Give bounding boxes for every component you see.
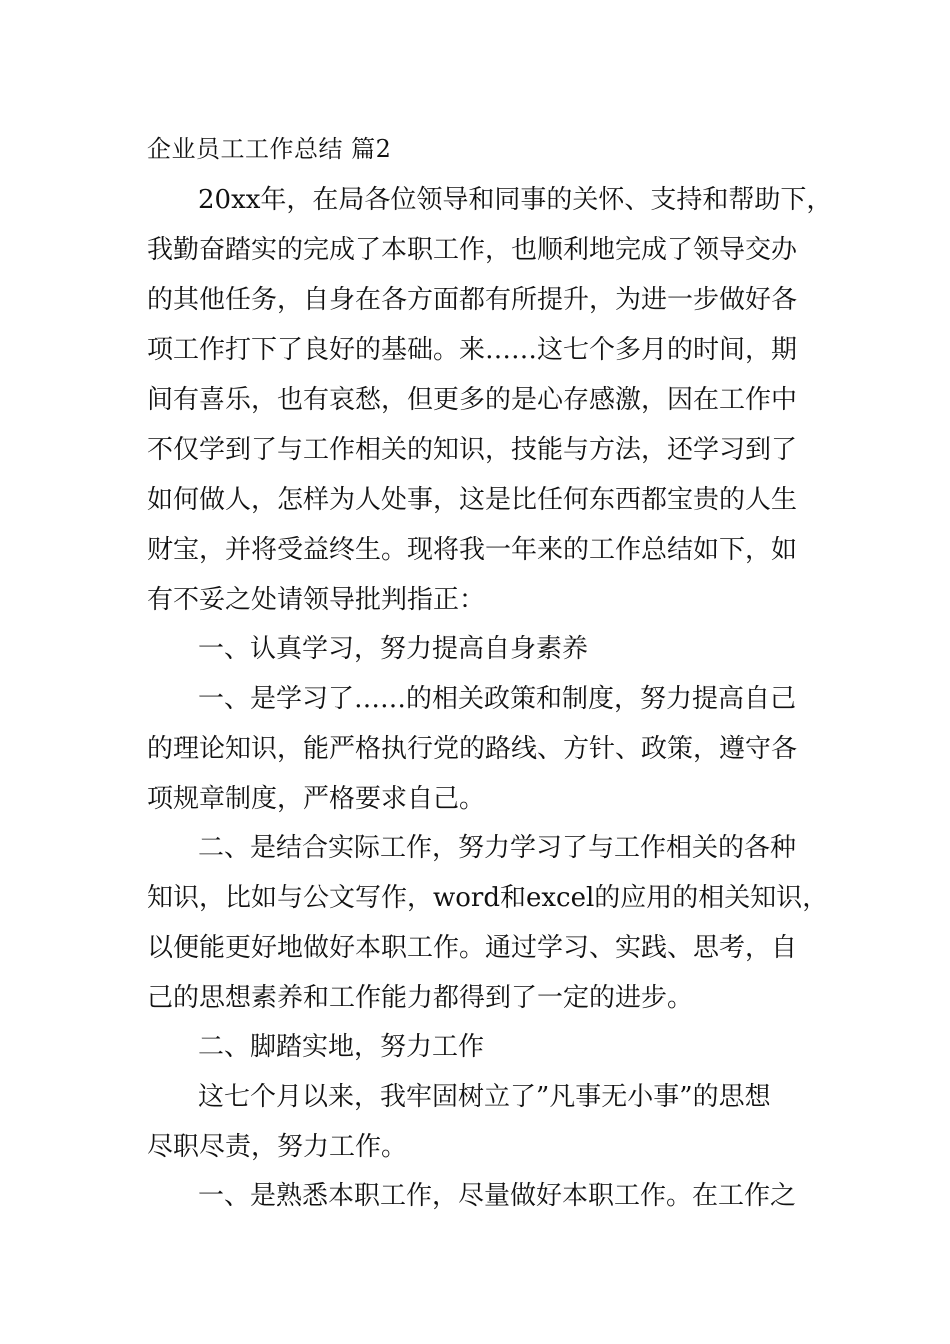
paragraph-line: 20xx年，在局各位领导和同事的关怀、支持和帮助下， [198,185,833,215]
paragraph-line: 知识，比如与公文写作，word和excel的应用的相关知识， [147,883,829,913]
paragraph-line: 己的思想素养和工作能力都得到了一定的进步。 [147,983,694,1013]
paragraph-line: 不仅学到了与工作相关的知识，技能与方法，还学习到了 [147,435,798,465]
paragraph-line: 的理论知识，能严格执行党的路线、方针、政策，遵守各 [147,734,798,764]
document-title: 企业员工工作总结 篇2 [147,135,392,163]
paragraph-line: 间有喜乐，也有哀愁，但更多的是心存感激，因在工作中 [147,385,798,415]
paragraph-line: 以便能更好地做好本职工作。通过学习、实践、思考，自 [147,933,798,963]
paragraph-line: 一、是学习了……的相关政策和制度，努力提高自己 [198,684,797,714]
section-heading: 一、认真学习，努力提高自身素养 [198,634,589,664]
paragraph-line: 的其他任务，自身在各方面都有所提升，为进一步做好各 [147,285,798,315]
paragraph-line: 如何做人，怎样为人处事，这是比任何东西都宝贵的人生 [147,485,798,515]
paragraph-line: 有不妥之处请领导批判指正： [147,585,486,615]
paragraph-line: 这七个月以来，我牢固树立了”凡事无小事”的思想 [198,1082,771,1112]
paragraph-line: 二、是结合实际工作，努力学习了与工作相关的各种 [198,833,797,863]
paragraph-line: 项规章制度，严格要求自己。 [147,784,486,814]
paragraph-line: 财宝，并将受益终生。现将我一年来的工作总结如下，如 [147,535,798,565]
paragraph-line: 项工作打下了良好的基础。来……这七个多月的时间，期 [147,335,798,365]
paragraph-line: 一、是熟悉本职工作，尽量做好本职工作。在工作之 [198,1181,797,1211]
paragraph-line: 尽职尽责，努力工作。 [147,1132,408,1162]
paragraph-line: 我勤奋踏实的完成了本职工作，也顺利地完成了领导交办 [147,235,798,265]
section-heading: 二、脚踏实地，努力工作 [198,1032,485,1062]
